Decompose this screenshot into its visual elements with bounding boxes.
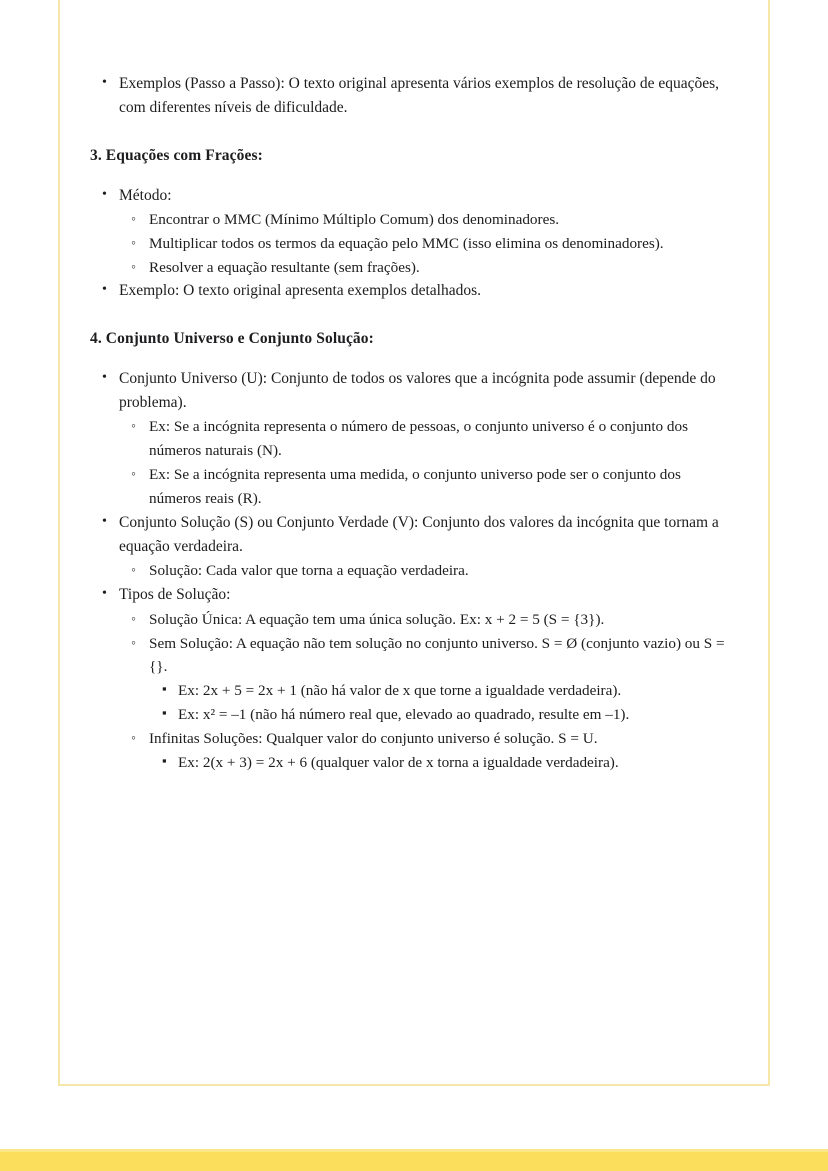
list-item-text: • Método: <box>119 184 736 208</box>
list-item-text: ▪ Ex: x² = –1 (não há número real que, elevado ao quadrado, resulte em –1). <box>178 703 736 727</box>
sublist <box>119 415 736 510</box>
section-heading: 4. Conjunto Universo e Conjunto Solução: <box>90 329 374 347</box>
list-item-text: ◦ Encontrar o MMC (Mínimo Múltiplo Comum) dos denominadores. <box>149 208 736 232</box>
sublist <box>119 608 736 775</box>
list-item <box>119 608 736 632</box>
list-item-text: ◦ Solução: Cada valor que torna a equação verdadeira. <box>149 559 736 583</box>
list-item <box>119 232 736 256</box>
sublist-deep <box>149 679 736 727</box>
list-item <box>119 463 736 511</box>
list-item-text: • Tipos de Solução: <box>119 583 736 607</box>
list-item-text: ◦ Ex: Se a incógnita representa uma medida, o conjunto universo pode ser o conjunto dos números reais (R). <box>149 463 736 511</box>
list-item-text: • Conjunto Solução (S) ou Conjunto Verdade (V): Conjunto dos valores da incógnita que tornam a equação verdadeira. <box>119 511 736 560</box>
list-item <box>90 279 736 303</box>
list-item <box>119 415 736 463</box>
list-item <box>149 679 736 703</box>
section-3 <box>90 146 736 304</box>
list-item-text: ◦ Solução Única: A equação tem uma única solução. Ex: x + 2 = 5 (S = {3}). <box>149 608 736 632</box>
list-item <box>90 184 736 280</box>
list-item-text: ▪ Ex: 2(x + 3) = 2x + 6 (qualquer valor de x torna a igualdade verdadeira). <box>178 751 736 775</box>
accent-bar <box>0 1152 828 1171</box>
list-item-text: ◦ Ex: Se a incógnita representa o número de pessoas, o conjunto universo é o conjunto dos números naturais (N). <box>149 415 736 463</box>
list-item-text: ◦ Infinitas Soluções: Qualquer valor do conjunto universo é solução. S = U. <box>149 727 736 751</box>
list-item <box>119 559 736 583</box>
section-3-list <box>90 184 736 304</box>
list-item <box>90 511 736 584</box>
document-page <box>58 0 770 1086</box>
list-item <box>90 583 736 774</box>
section-heading: 3. Equações com Frações: <box>90 146 263 164</box>
list-item <box>119 256 736 280</box>
sublist <box>119 559 736 583</box>
sublist <box>119 208 736 280</box>
section-4 <box>90 329 736 775</box>
list-item <box>149 751 736 775</box>
list-item <box>119 727 736 775</box>
list-item <box>119 208 736 232</box>
section-4-list <box>90 367 736 775</box>
list-item-text: ◦ Multiplicar todos os termos da equação pelo MMC (isso elimina os denominadores). <box>149 232 736 256</box>
list-item <box>90 367 736 511</box>
list-item <box>149 703 736 727</box>
sublist-deep <box>149 751 736 775</box>
list-item-text: • Conjunto Universo (U): Conjunto de todos os valores que a incógnita pode assumir (depende do problema). <box>119 367 736 416</box>
list-item <box>119 632 736 727</box>
list-item <box>90 72 736 121</box>
list-item-text: ◦ Sem Solução: A equação não tem solução no conjunto universo. S = Ø (conjunto vazio) ou S = {}. <box>149 632 736 680</box>
list-item-text: ▪ Ex: 2x + 5 = 2x + 1 (não há valor de x que torne a igualdade verdadeira). <box>178 679 736 703</box>
list-item-text: • Exemplo: O texto original apresenta exemplos detalhados. <box>119 279 736 303</box>
list-item-text: • Exemplos (Passo a Passo): O texto original apresenta vários exemplos de resolução de equações, com diferentes níveis de dificuldade. <box>119 72 736 121</box>
list-item-text: ◦ Resolver a equação resultante (sem frações). <box>149 256 736 280</box>
intro-list <box>90 72 736 121</box>
